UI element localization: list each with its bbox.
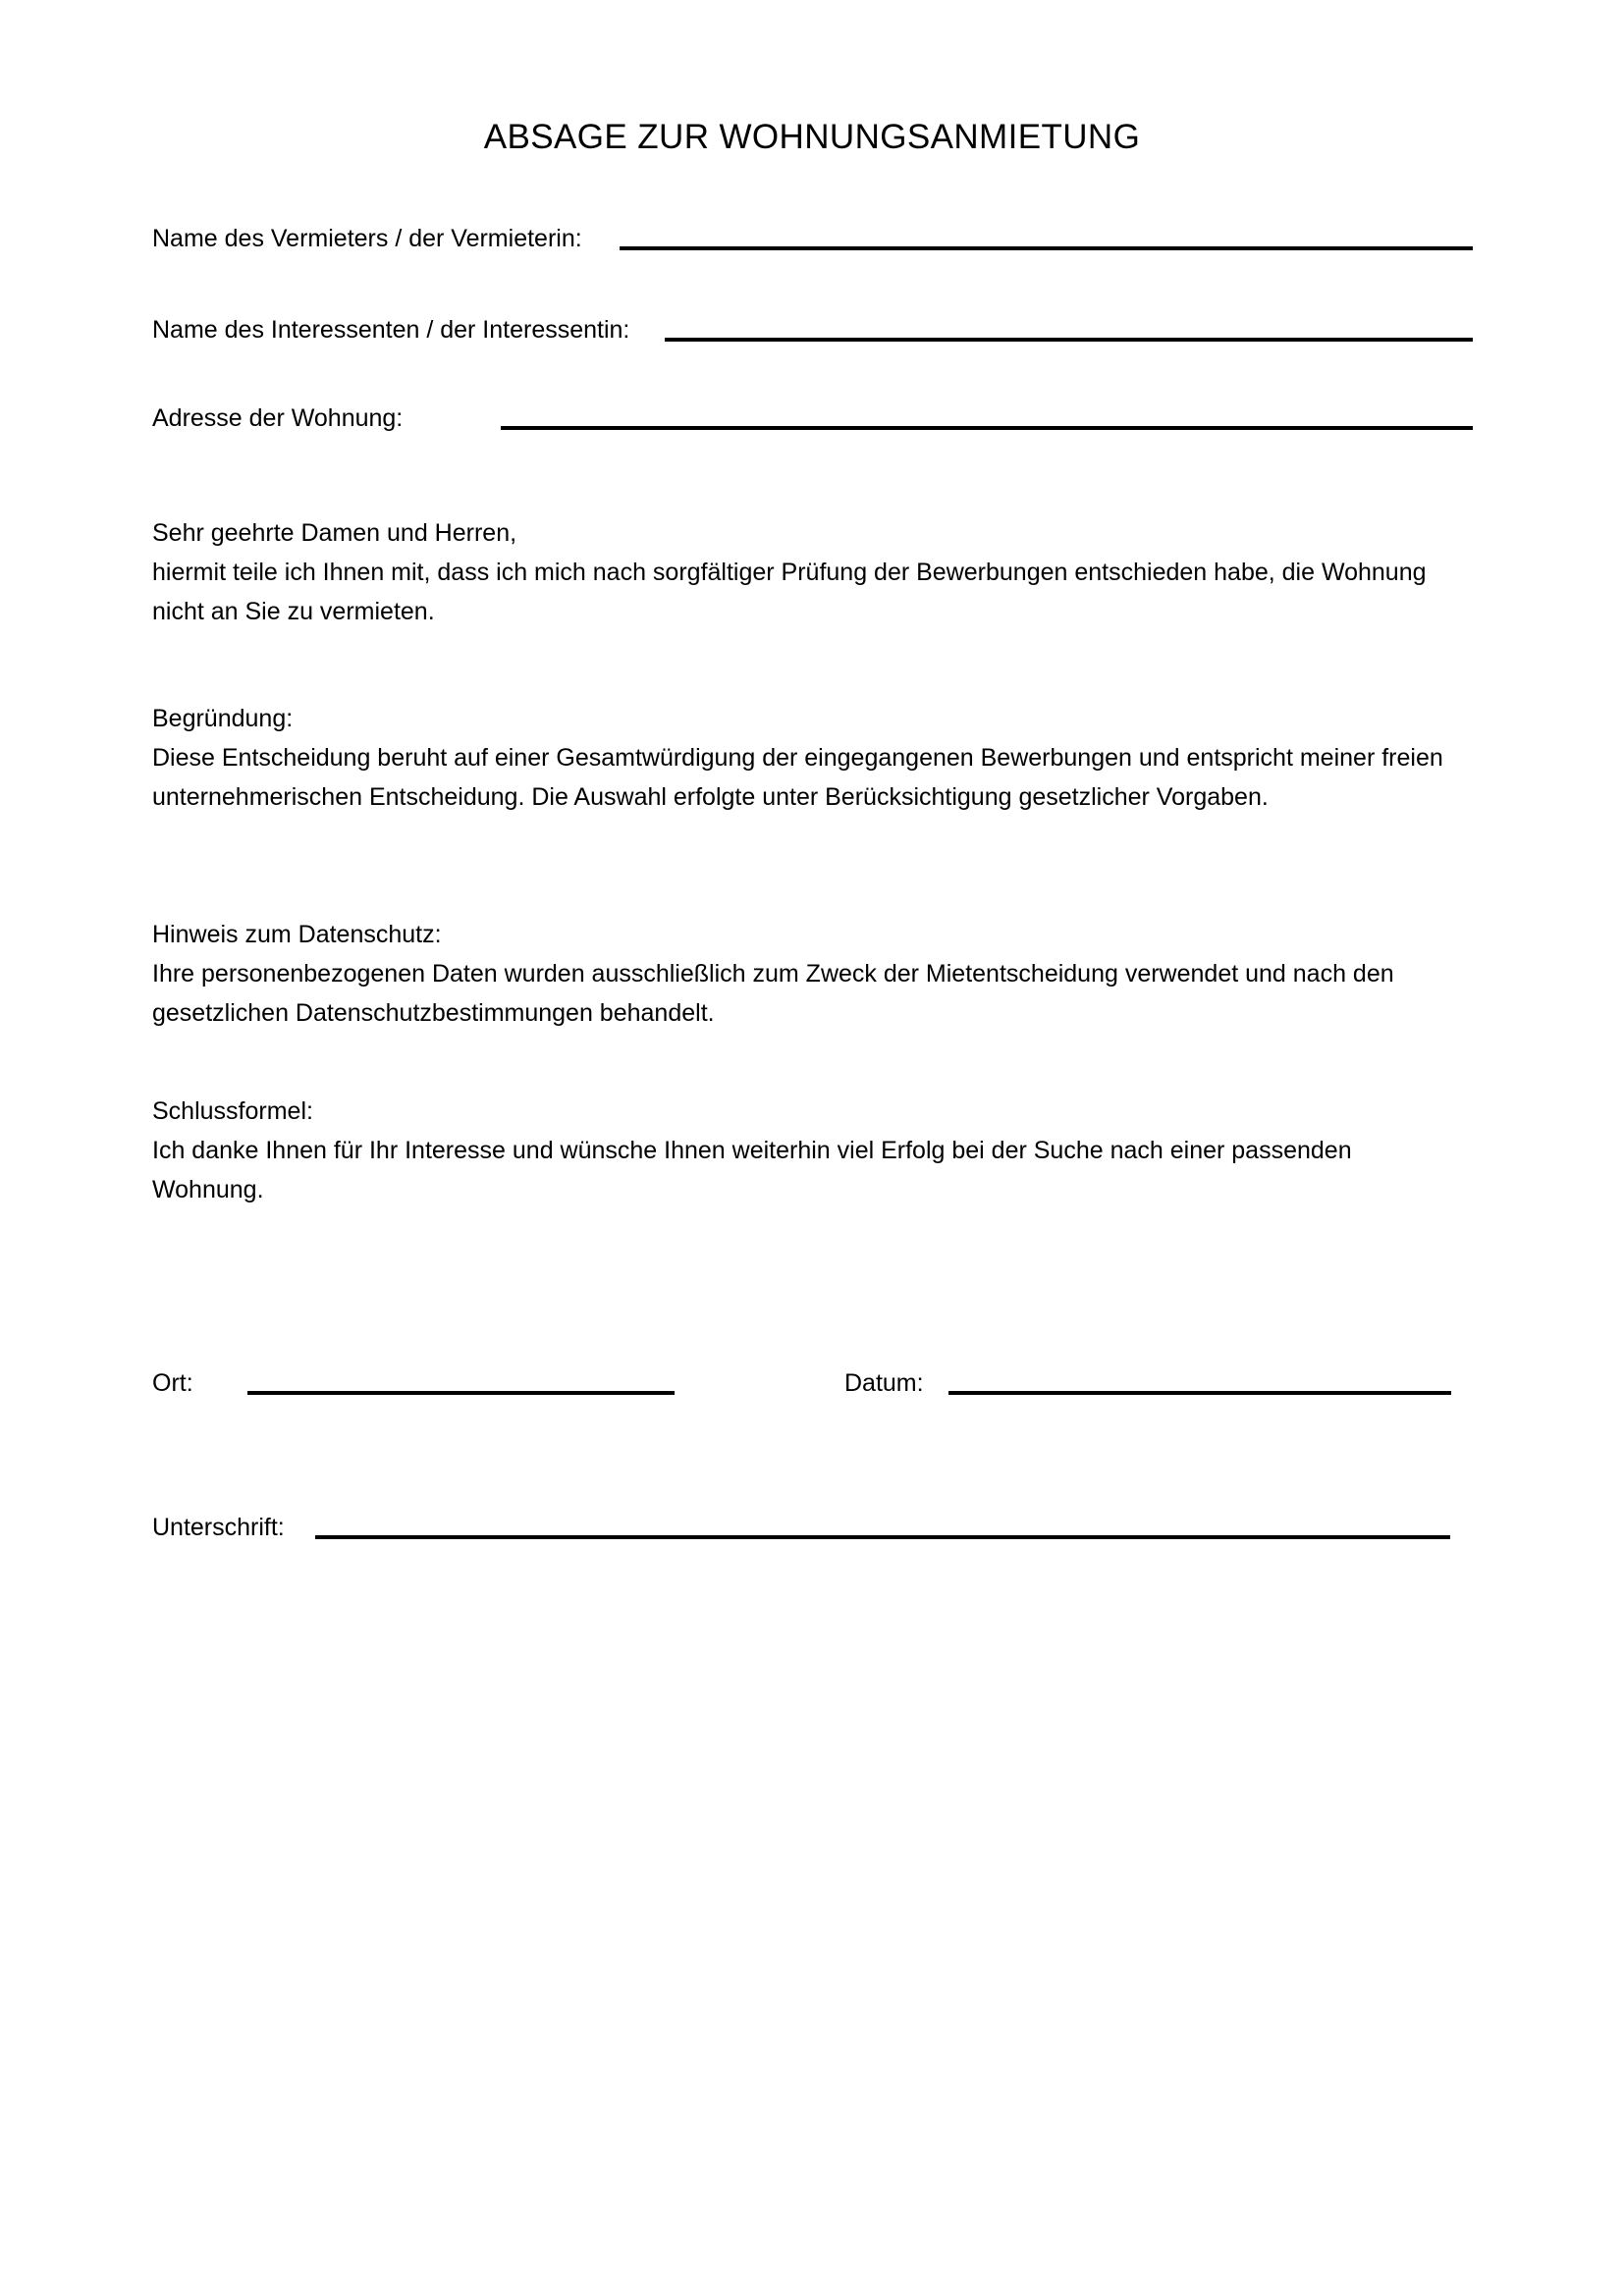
field-row-adresse	[152, 403, 1473, 433]
intro-paragraph: hiermit teile ich Ihnen mit, dass ich mich nach sorgfältiger Prüfung der Bewerbungen entschieden habe, die Wohnung nicht an Sie zu vermieten.	[152, 559, 1427, 625]
field-label-interessent: Name des Interessenten / der Interessentin:	[152, 316, 630, 344]
section-heading-datenschutz: Hinweis zum Datenschutz:	[152, 921, 442, 948]
section-heading-schlussformel: Schlussformel:	[152, 1097, 313, 1125]
input-unterschrift[interactable]	[315, 1535, 1450, 1539]
section-text-begruendung: Diese Entscheidung beruht auf einer Gesamtwürdigung der eingegangenen Bewerbungen und entspricht meiner freien unternehmerischen Entscheidung. Die Auswahl erfolgte unter Berücksichtigung gesetzlicher Vorgaben.	[152, 744, 1443, 811]
field-label-adresse: Adresse der Wohnung:	[152, 404, 404, 432]
label-datum: Datum:	[844, 1369, 924, 1397]
field-row-vermieter	[152, 224, 1473, 253]
field-input-adresse[interactable]	[501, 426, 1473, 430]
salutation-block	[152, 513, 1443, 631]
field-row-interessent	[152, 315, 1473, 345]
field-input-interessent[interactable]	[665, 338, 1473, 342]
input-datum[interactable]	[948, 1391, 1451, 1395]
field-label-vermieter: Name des Vermieters / der Vermieterin:	[152, 225, 582, 252]
input-ort[interactable]	[247, 1391, 675, 1395]
field-input-vermieter[interactable]	[620, 246, 1473, 250]
salutation-text: Sehr geehrte Damen und Herren,	[152, 519, 517, 547]
section-begruendung	[152, 699, 1443, 817]
signature-row-ort	[152, 1368, 675, 1398]
section-text-schlussformel: Ich danke Ihnen für Ihr Interesse und wünsche Ihnen weiterhin viel Erfolg bei der Suche nach einer passenden Wohnung.	[152, 1137, 1352, 1203]
label-unterschrift: Unterschrift:	[152, 1514, 285, 1541]
page-title: ABSAGE ZUR WOHNUNGSANMIETUNG	[483, 118, 1141, 156]
signature-row-datum	[844, 1368, 1451, 1398]
section-datenschutz	[152, 915, 1443, 1033]
label-ort: Ort:	[152, 1369, 193, 1397]
section-heading-begruendung: Begründung:	[152, 705, 294, 732]
section-text-datenschutz: Ihre personenbezogenen Daten wurden ausschließlich zum Zweck der Mietentscheidung verwendet und nach den gesetzlichen Datenschutzbestimmungen behandelt.	[152, 960, 1394, 1027]
section-schlussformel	[152, 1092, 1443, 1209]
signature-row-unterschrift	[152, 1513, 1450, 1542]
